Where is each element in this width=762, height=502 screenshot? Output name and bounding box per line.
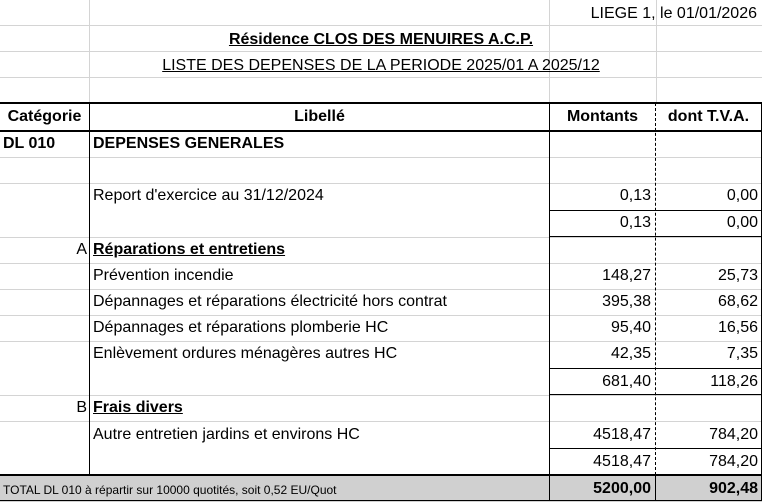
residence-title: Résidence CLOS DES MENUIRES A.C.P. [228, 31, 534, 48]
line-label: Report d'exercice au 31/12/2024 [93, 187, 324, 204]
line-vat: 0,00 [726, 187, 758, 204]
line-amount: 148,27 [602, 267, 651, 284]
grid-line [0, 421, 762, 422]
grid-line [0, 237, 762, 238]
line-amount: 395,38 [602, 293, 651, 310]
total-label: TOTAL DL 010 à répartir sur 10000 quotités, soit 0,52 EU/Quot [3, 483, 337, 497]
grid-line [89, 0, 90, 103]
grid-line [0, 289, 762, 290]
line-amount: 0,13 [619, 187, 651, 204]
place-date: LIEGE 1, le 01/01/2026 [590, 5, 757, 22]
subtotal-vat: 784,20 [709, 453, 758, 470]
section-title: Frais divers [93, 399, 183, 416]
column-header-tva: dont T.V.A. [667, 108, 750, 125]
grid-line [0, 315, 762, 316]
section-letter: A [76, 241, 87, 258]
line-label: Dépannages et réparations électricité hors contrat [93, 293, 447, 310]
line-label: Prévention incendie [93, 267, 234, 284]
grid-line [0, 51, 762, 52]
line-vat: 7,35 [726, 345, 758, 362]
total-vat: 902,48 [709, 480, 758, 497]
column-header-libelle: Libellé [294, 108, 345, 125]
column-header-montants: Montants [566, 108, 639, 125]
line-vat: 16,56 [717, 319, 758, 336]
total-amount: 5200,00 [593, 480, 651, 497]
column-header-categorie: Catégorie [7, 108, 82, 125]
grid-line [0, 25, 762, 26]
line-label: Dépannages et réparations plomberie HC [93, 319, 389, 336]
subtotal-vat: 118,26 [710, 373, 758, 390]
line-amount: 4518,47 [593, 426, 651, 443]
grid-line [0, 395, 762, 396]
category-code: DL 010 [3, 135, 56, 152]
section-title: Réparations et entretiens [93, 241, 286, 258]
grid-line [0, 263, 762, 264]
subtotal-vat: 0,00 [726, 214, 758, 231]
total-top-border [0, 474, 762, 476]
section-letter: B [76, 399, 87, 416]
line-amount: 42,35 [610, 345, 651, 362]
grid-line [0, 77, 762, 78]
total-bottom-border [0, 500, 762, 501]
line-label: Autre entretien jardins et environs HC [93, 426, 360, 443]
header-bottom-border [0, 130, 762, 132]
subtotal-amount: 0,13 [619, 214, 651, 231]
header-top-border [0, 102, 762, 104]
subtotal-amount: 4518,47 [593, 453, 651, 470]
line-label: Enlèvement ordures ménagères autres HC [93, 345, 398, 362]
line-vat: 68,62 [717, 293, 758, 310]
line-vat: 784,20 [709, 426, 758, 443]
column-border [89, 103, 90, 475]
line-amount: 95,40 [610, 319, 651, 336]
grid-line [0, 157, 762, 158]
column-border-dashed [655, 103, 656, 475]
subtotal-amount: 681,40 [602, 373, 651, 390]
grid-line [0, 341, 762, 342]
grid-line [0, 183, 762, 184]
report-title: LISTE DES DEPENSES DE LA PERIODE 2025/01 A 2025/12 [162, 57, 600, 74]
line-vat: 25,73 [717, 267, 758, 284]
category-label: DEPENSES GENERALES [93, 135, 285, 152]
